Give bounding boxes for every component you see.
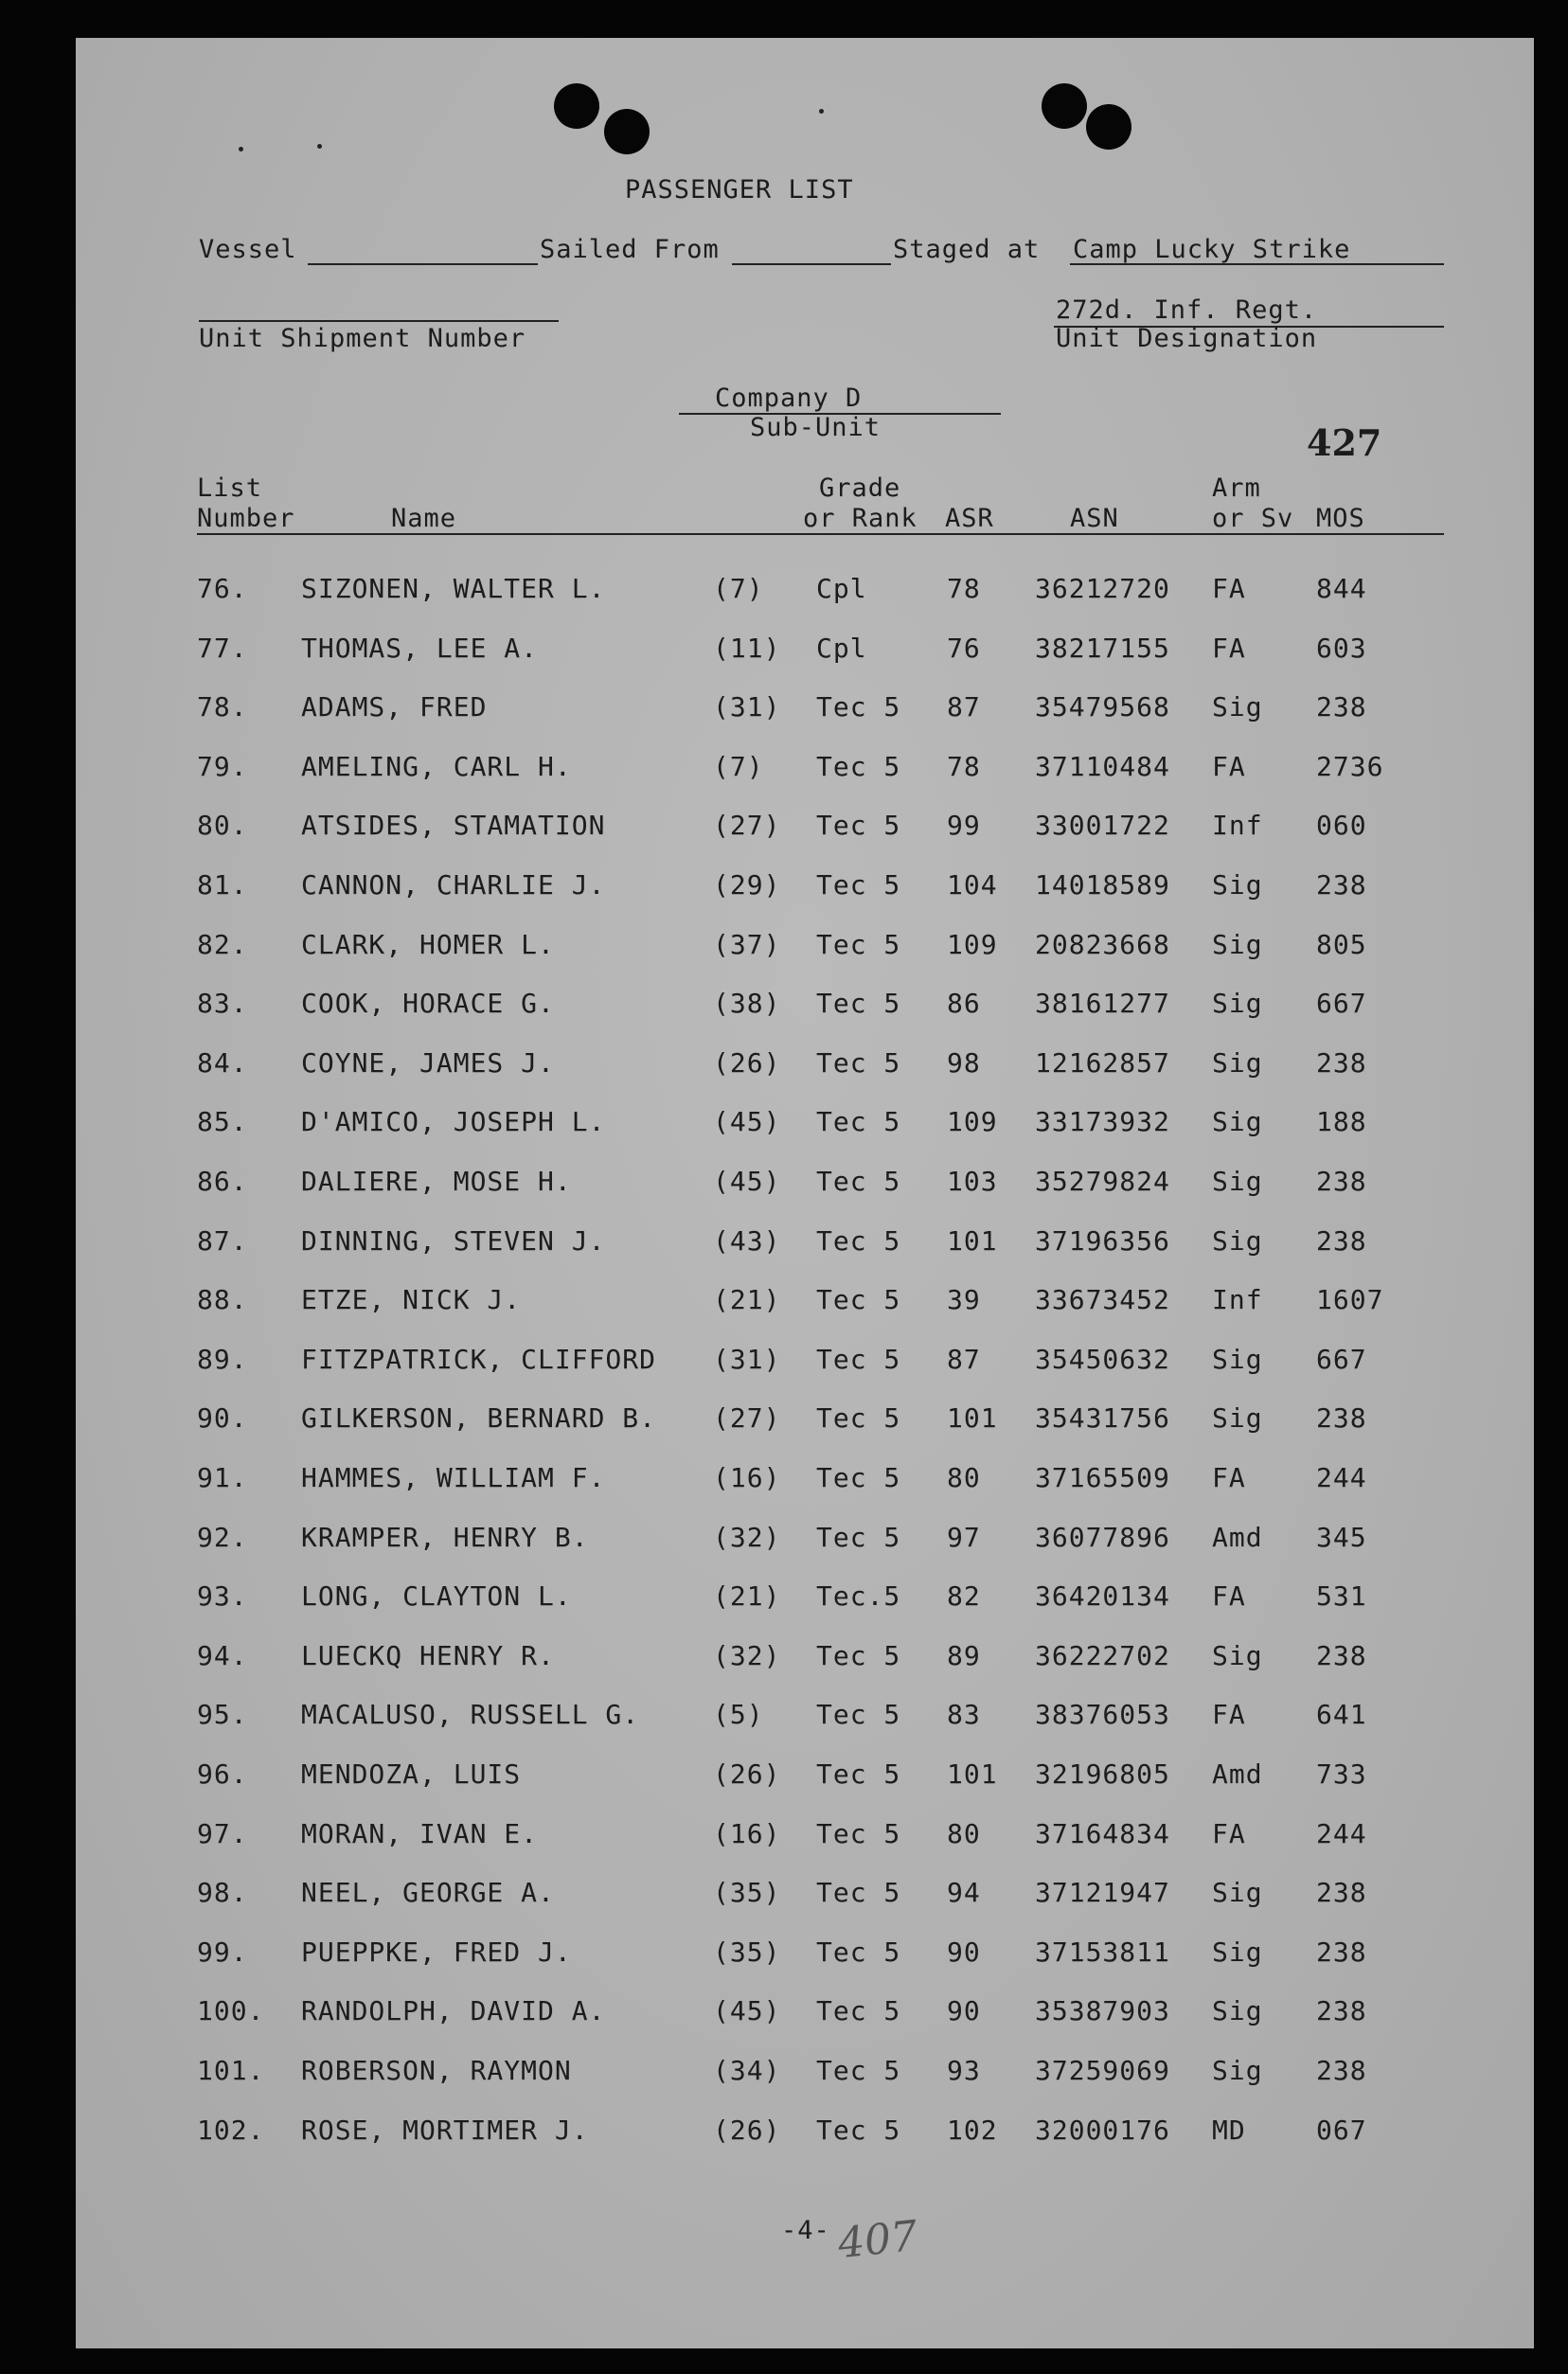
cell-arm: Sig bbox=[1212, 1106, 1263, 1138]
cell-mos: 238 bbox=[1316, 869, 1367, 901]
stamp-number: 427 bbox=[1307, 421, 1382, 464]
punch-hole-icon bbox=[1086, 104, 1131, 150]
cell-list-number: 81. bbox=[197, 869, 248, 901]
cell-asr: 78 bbox=[947, 750, 981, 782]
table-row bbox=[76, 691, 1534, 750]
table-row bbox=[76, 1937, 1534, 1995]
cell-arm: FA bbox=[1212, 1817, 1246, 1849]
cell-code: (31) bbox=[713, 1343, 781, 1375]
cell-mos: 238 bbox=[1316, 691, 1367, 723]
cell-passenger-name: AMELING, CARL H. bbox=[301, 750, 572, 782]
table-row bbox=[76, 633, 1534, 691]
cell-asr: 90 bbox=[947, 1995, 981, 2027]
cell-mos: 667 bbox=[1316, 988, 1367, 1020]
cell-mos: 238 bbox=[1316, 1995, 1367, 2027]
cell-passenger-name: CLARK, HOMER L. bbox=[301, 928, 555, 960]
cell-list-number: 78. bbox=[197, 691, 248, 723]
vessel-field bbox=[308, 263, 538, 265]
sailed-from-field bbox=[732, 263, 891, 265]
table-row bbox=[76, 1580, 1534, 1639]
cell-arm: MD bbox=[1212, 2114, 1246, 2146]
cell-arm: FA bbox=[1212, 1580, 1246, 1613]
cell-asr: 97 bbox=[947, 1521, 981, 1553]
col-header-asr: ASR bbox=[945, 504, 994, 533]
cell-code: (7) bbox=[713, 750, 764, 782]
cell-asn: 37110484 bbox=[1035, 750, 1170, 782]
cell-asn: 14018589 bbox=[1035, 869, 1170, 901]
cell-grade: Tec 5 bbox=[816, 2055, 901, 2086]
cell-mos: 641 bbox=[1316, 1699, 1367, 1731]
cell-list-number: 100. bbox=[197, 1995, 265, 2027]
cell-passenger-name: MENDOZA, LUIS bbox=[301, 1758, 522, 1790]
cell-grade: Tec 5 bbox=[816, 1817, 901, 1849]
cell-passenger-name: COYNE, JAMES J. bbox=[301, 1046, 555, 1079]
cell-asr: 94 bbox=[947, 1877, 981, 1909]
unit-shipment-field bbox=[199, 320, 559, 322]
cell-asr: 101 bbox=[947, 1402, 998, 1435]
cell-asn: 38217155 bbox=[1035, 632, 1170, 664]
staged-at-field bbox=[1070, 263, 1444, 265]
cell-mos: 1607 bbox=[1316, 1284, 1384, 1316]
cell-asn: 36077896 bbox=[1035, 1521, 1170, 1553]
cell-arm: Sig bbox=[1212, 1639, 1263, 1671]
table-row bbox=[76, 1106, 1534, 1165]
cell-mos: 238 bbox=[1316, 1877, 1367, 1909]
cell-arm: Amd bbox=[1212, 1758, 1263, 1790]
cell-mos: 345 bbox=[1316, 1521, 1367, 1553]
cell-list-number: 92. bbox=[197, 1521, 248, 1553]
cell-arm: FA bbox=[1212, 1462, 1246, 1493]
col-header-arm: Arm or Sv bbox=[1212, 473, 1294, 533]
cell-arm: Sig bbox=[1212, 691, 1263, 723]
cell-list-number: 82. bbox=[197, 928, 248, 960]
cell-asr: 109 bbox=[947, 1106, 998, 1138]
table-row bbox=[76, 1344, 1534, 1402]
unit-designation-value: 272d. Inf. Regt. bbox=[1056, 295, 1318, 325]
cell-list-number: 83. bbox=[197, 988, 248, 1020]
cell-mos: 060 bbox=[1316, 810, 1367, 842]
cell-passenger-name: RANDOLPH, DAVID A. bbox=[301, 1995, 606, 2027]
cell-grade: Tec 5 bbox=[816, 1877, 901, 1909]
punch-hole-icon bbox=[554, 83, 599, 129]
cell-arm: Sig bbox=[1212, 928, 1263, 960]
cell-asr: 90 bbox=[947, 1936, 981, 1968]
cell-mos: 188 bbox=[1316, 1106, 1367, 1138]
cell-mos: 2736 bbox=[1316, 750, 1384, 782]
cell-asn: 35450632 bbox=[1035, 1343, 1170, 1375]
header-rule bbox=[197, 533, 1444, 535]
cell-arm: FA bbox=[1212, 573, 1246, 604]
cell-mos: 067 bbox=[1316, 2114, 1367, 2146]
cell-passenger-name: D'AMICO, JOSEPH L. bbox=[301, 1106, 606, 1138]
punch-hole-icon bbox=[1042, 83, 1087, 129]
cell-list-number: 80. bbox=[197, 810, 248, 842]
cell-passenger-name: COOK, HORACE G. bbox=[301, 988, 555, 1020]
cell-passenger-name: CANNON, CHARLIE J. bbox=[301, 869, 606, 901]
cell-passenger-name: NEEL, GEORGE A. bbox=[301, 1877, 555, 1909]
cell-list-number: 101. bbox=[197, 2055, 265, 2086]
col-header-list-number: List Number bbox=[197, 473, 295, 533]
cell-mos: 244 bbox=[1316, 1462, 1367, 1493]
staged-at-label: Staged at bbox=[893, 235, 1041, 264]
cell-asn: 37153811 bbox=[1035, 1936, 1170, 1968]
cell-code: (21) bbox=[713, 1284, 781, 1316]
cell-asn: 37164834 bbox=[1035, 1817, 1170, 1849]
cell-mos: 238 bbox=[1316, 1046, 1367, 1079]
cell-arm: FA bbox=[1212, 1699, 1246, 1731]
cell-asn: 35431756 bbox=[1035, 1402, 1170, 1435]
table-row bbox=[76, 1047, 1534, 1106]
cell-arm: FA bbox=[1212, 632, 1246, 664]
cell-passenger-name: ROBERSON, RAYMON bbox=[301, 2055, 572, 2086]
cell-asr: 103 bbox=[947, 1166, 998, 1197]
cell-grade: Tec.5 bbox=[816, 1580, 901, 1613]
cell-code: (45) bbox=[713, 1995, 781, 2027]
cell-asn: 38376053 bbox=[1035, 1699, 1170, 1731]
cell-mos: 238 bbox=[1316, 2055, 1367, 2086]
cell-mos: 844 bbox=[1316, 573, 1367, 604]
cell-asn: 12162857 bbox=[1035, 1046, 1170, 1079]
cell-list-number: 95. bbox=[197, 1699, 248, 1731]
table-row bbox=[76, 1462, 1534, 1521]
cell-arm: Sig bbox=[1212, 1995, 1263, 2027]
cell-grade: Cpl bbox=[816, 632, 867, 664]
cell-grade: Tec 5 bbox=[816, 1343, 901, 1375]
cell-arm: Sig bbox=[1212, 869, 1263, 901]
punch-hole-icon bbox=[604, 109, 650, 154]
cell-arm: Inf bbox=[1212, 1284, 1263, 1316]
cell-grade: Tec 5 bbox=[816, 1462, 901, 1493]
cell-code: (26) bbox=[713, 2114, 781, 2146]
cell-list-number: 90. bbox=[197, 1402, 248, 1435]
cell-passenger-name: ADAMS, FRED bbox=[301, 691, 488, 723]
cell-asr: 78 bbox=[947, 573, 981, 604]
cell-passenger-name: MORAN, IVAN E. bbox=[301, 1817, 539, 1849]
cell-code: (32) bbox=[713, 1521, 781, 1553]
cell-code: (34) bbox=[713, 2055, 781, 2086]
table-row bbox=[76, 2055, 1534, 2114]
cell-list-number: 94. bbox=[197, 1639, 248, 1671]
cell-arm: Sig bbox=[1212, 1046, 1263, 1079]
cell-asn: 35479568 bbox=[1035, 691, 1170, 723]
unit-designation-label: Unit Designation bbox=[1056, 324, 1318, 353]
cell-arm: Sig bbox=[1212, 1402, 1263, 1435]
cell-arm: Sig bbox=[1212, 1343, 1263, 1375]
cell-mos: 667 bbox=[1316, 1343, 1367, 1375]
cell-mos: 238 bbox=[1316, 1936, 1367, 1968]
cell-mos: 238 bbox=[1316, 1224, 1367, 1257]
cell-arm: Amd bbox=[1212, 1521, 1263, 1553]
table-row bbox=[76, 1402, 1534, 1461]
cell-code: (31) bbox=[713, 691, 781, 723]
cell-grade: Tec 5 bbox=[816, 1284, 901, 1316]
cell-arm: Sig bbox=[1212, 1224, 1263, 1257]
cell-asr: 87 bbox=[947, 691, 981, 723]
cell-asr: 93 bbox=[947, 2055, 981, 2086]
cell-list-number: 76. bbox=[197, 573, 248, 604]
cell-code: (35) bbox=[713, 1877, 781, 1909]
cell-list-number: 96. bbox=[197, 1758, 248, 1790]
cell-grade: Tec 5 bbox=[816, 2114, 901, 2146]
cell-code: (32) bbox=[713, 1639, 781, 1671]
cell-grade: Tec 5 bbox=[816, 1639, 901, 1671]
cell-code: (21) bbox=[713, 1580, 781, 1613]
sub-unit-value: Company D bbox=[715, 384, 863, 413]
cell-grade: Tec 5 bbox=[816, 810, 901, 842]
cell-asn: 32000176 bbox=[1035, 2114, 1170, 2146]
cell-passenger-name: ATSIDES, STAMATION bbox=[301, 810, 606, 842]
cell-list-number: 97. bbox=[197, 1817, 248, 1849]
table-row bbox=[76, 1166, 1534, 1224]
cell-list-number: 86. bbox=[197, 1166, 248, 1197]
cell-asn: 37121947 bbox=[1035, 1877, 1170, 1909]
cell-arm: FA bbox=[1212, 750, 1246, 782]
cell-grade: Tec 5 bbox=[816, 1995, 901, 2027]
cell-asn: 38161277 bbox=[1035, 988, 1170, 1020]
cell-passenger-name: THOMAS, LEE A. bbox=[301, 632, 539, 664]
cell-asn: 33673452 bbox=[1035, 1284, 1170, 1316]
cell-grade: Tec 5 bbox=[816, 928, 901, 960]
cell-list-number: 84. bbox=[197, 1046, 248, 1079]
cell-code: (11) bbox=[713, 632, 781, 664]
cell-code: (45) bbox=[713, 1166, 781, 1197]
cell-arm: Sig bbox=[1212, 1877, 1263, 1909]
cell-arm: Sig bbox=[1212, 1166, 1263, 1197]
cell-grade: Tec 5 bbox=[816, 1046, 901, 1079]
cell-passenger-name: DALIERE, MOSE H. bbox=[301, 1166, 572, 1197]
cell-mos: 238 bbox=[1316, 1402, 1367, 1435]
cell-mos: 733 bbox=[1316, 1758, 1367, 1790]
cell-code: (37) bbox=[713, 928, 781, 960]
cell-asn: 37259069 bbox=[1035, 2055, 1170, 2086]
cell-asn: 37196356 bbox=[1035, 1224, 1170, 1257]
handwritten-number: 407 bbox=[835, 2211, 920, 2269]
table-row bbox=[76, 810, 1534, 868]
cell-asn: 32196805 bbox=[1035, 1758, 1170, 1790]
table-row bbox=[76, 1284, 1534, 1343]
cell-code: (27) bbox=[713, 810, 781, 842]
cell-asn: 37165509 bbox=[1035, 1462, 1170, 1493]
cell-code: (29) bbox=[713, 869, 781, 901]
cell-passenger-name: KRAMPER, HENRY B. bbox=[301, 1521, 589, 1553]
cell-list-number: 88. bbox=[197, 1284, 248, 1316]
table-row bbox=[76, 1225, 1534, 1284]
cell-asr: 87 bbox=[947, 1343, 981, 1375]
cell-asn: 20823668 bbox=[1035, 928, 1170, 960]
page-marker: -4- bbox=[781, 2216, 830, 2245]
cell-grade: Tec 5 bbox=[816, 1521, 901, 1553]
cell-asr: 101 bbox=[947, 1224, 998, 1257]
cell-list-number: 89. bbox=[197, 1343, 248, 1375]
cell-asn: 35387903 bbox=[1035, 1995, 1170, 2027]
cell-code: (16) bbox=[713, 1817, 781, 1849]
cell-grade: Tec 5 bbox=[816, 1224, 901, 1257]
cell-asr: 82 bbox=[947, 1580, 981, 1613]
cell-list-number: 85. bbox=[197, 1106, 248, 1138]
cell-grade: Tec 5 bbox=[816, 1936, 901, 1968]
table-row bbox=[76, 1699, 1534, 1758]
cell-passenger-name: ETZE, NICK J. bbox=[301, 1284, 522, 1316]
col-header-asn: ASN bbox=[1070, 504, 1119, 533]
cell-passenger-name: DINNING, STEVEN J. bbox=[301, 1224, 606, 1257]
cell-grade: Cpl bbox=[816, 573, 867, 604]
cell-list-number: 77. bbox=[197, 632, 248, 664]
cell-asr: 86 bbox=[947, 988, 981, 1020]
table-row bbox=[76, 1818, 1534, 1877]
cell-grade: Tec 5 bbox=[816, 691, 901, 723]
col-header-mos: MOS bbox=[1316, 504, 1365, 533]
cell-list-number: 87. bbox=[197, 1224, 248, 1257]
cell-asr: 89 bbox=[947, 1639, 981, 1671]
cell-asr: 80 bbox=[947, 1462, 981, 1493]
table-row bbox=[76, 751, 1534, 810]
table-row bbox=[76, 929, 1534, 988]
cell-code: (43) bbox=[713, 1224, 781, 1257]
table-row bbox=[76, 1758, 1534, 1817]
cell-list-number: 91. bbox=[197, 1462, 248, 1493]
cell-mos: 238 bbox=[1316, 1639, 1367, 1671]
cell-mos: 238 bbox=[1316, 1166, 1367, 1197]
table-row bbox=[76, 1877, 1534, 1936]
page-title: PASSENGER LIST bbox=[625, 175, 854, 205]
cell-asr: 109 bbox=[947, 928, 998, 960]
document-page bbox=[76, 38, 1534, 2348]
cell-asr: 104 bbox=[947, 869, 998, 901]
cell-arm: Sig bbox=[1212, 988, 1263, 1020]
cell-asn: 36212720 bbox=[1035, 573, 1170, 604]
cell-passenger-name: LUECKQ HENRY R. bbox=[301, 1639, 555, 1671]
cell-code: (26) bbox=[713, 1758, 781, 1790]
sub-unit-label: Sub-Unit bbox=[750, 413, 882, 442]
cell-code: (7) bbox=[713, 573, 764, 604]
cell-mos: 603 bbox=[1316, 632, 1367, 664]
table-row bbox=[76, 1522, 1534, 1580]
cell-passenger-name: ROSE, MORTIMER J. bbox=[301, 2114, 589, 2146]
cell-passenger-name: MACALUSO, RUSSELL G. bbox=[301, 1699, 640, 1731]
cell-asr: 83 bbox=[947, 1699, 981, 1731]
cell-asn: 36222702 bbox=[1035, 1639, 1170, 1671]
cell-list-number: 93. bbox=[197, 1580, 248, 1613]
speck-mark bbox=[317, 144, 322, 149]
cell-asr: 39 bbox=[947, 1284, 981, 1316]
table-row bbox=[76, 988, 1534, 1046]
cell-asn: 33001722 bbox=[1035, 810, 1170, 842]
vessel-label: Vessel bbox=[199, 235, 297, 264]
table-row bbox=[76, 573, 1534, 632]
sailed-from-label: Sailed From bbox=[540, 235, 720, 264]
cell-passenger-name: LONG, CLAYTON L. bbox=[301, 1580, 572, 1613]
cell-grade: Tec 5 bbox=[816, 988, 901, 1020]
cell-code: (16) bbox=[713, 1462, 781, 1493]
cell-code: (26) bbox=[713, 1046, 781, 1079]
cell-grade: Tec 5 bbox=[816, 1402, 901, 1435]
speck-mark bbox=[239, 147, 243, 152]
cell-list-number: 99. bbox=[197, 1936, 248, 1968]
cell-grade: Tec 5 bbox=[816, 1166, 901, 1197]
cell-grade: Tec 5 bbox=[816, 1758, 901, 1790]
cell-asr: 76 bbox=[947, 632, 981, 664]
table-row bbox=[76, 869, 1534, 928]
cell-asr: 101 bbox=[947, 1758, 998, 1790]
staged-at-value: Camp Lucky Strike bbox=[1073, 235, 1351, 264]
cell-asr: 102 bbox=[947, 2114, 998, 2146]
cell-passenger-name: SIZONEN, WALTER L. bbox=[301, 573, 606, 604]
cell-asn: 33173932 bbox=[1035, 1106, 1170, 1138]
cell-grade: Tec 5 bbox=[816, 869, 901, 901]
table-row bbox=[76, 2115, 1534, 2173]
table-row bbox=[76, 1995, 1534, 2054]
cell-mos: 531 bbox=[1316, 1580, 1367, 1613]
cell-arm: Sig bbox=[1212, 2055, 1263, 2086]
cell-list-number: 98. bbox=[197, 1877, 248, 1909]
cell-asn: 36420134 bbox=[1035, 1580, 1170, 1613]
cell-asn: 35279824 bbox=[1035, 1166, 1170, 1197]
cell-list-number: 102. bbox=[197, 2114, 265, 2146]
table-row bbox=[76, 1640, 1534, 1699]
cell-code: (45) bbox=[713, 1106, 781, 1138]
cell-arm: Sig bbox=[1212, 1936, 1263, 1968]
col-header-grade: Grade or Rank bbox=[803, 473, 918, 533]
cell-grade: Tec 5 bbox=[816, 1106, 901, 1138]
cell-mos: 244 bbox=[1316, 1817, 1367, 1849]
cell-code: (38) bbox=[713, 988, 781, 1020]
cell-passenger-name: GILKERSON, BERNARD B. bbox=[301, 1402, 657, 1435]
cell-grade: Tec 5 bbox=[816, 1699, 901, 1731]
cell-list-number: 79. bbox=[197, 750, 248, 782]
speck-mark bbox=[819, 109, 824, 114]
cell-passenger-name: HAMMES, WILLIAM F. bbox=[301, 1462, 606, 1493]
cell-code: (27) bbox=[713, 1402, 781, 1435]
cell-asr: 98 bbox=[947, 1046, 981, 1079]
cell-asr: 99 bbox=[947, 810, 981, 842]
unit-shipment-label: Unit Shipment Number bbox=[199, 324, 526, 353]
cell-code: (35) bbox=[713, 1936, 781, 1968]
cell-code: (5) bbox=[713, 1699, 764, 1731]
cell-grade: Tec 5 bbox=[816, 750, 901, 782]
cell-passenger-name: PUEPPKE, FRED J. bbox=[301, 1936, 572, 1968]
cell-arm: Inf bbox=[1212, 810, 1263, 842]
col-header-name: Name bbox=[391, 504, 457, 533]
cell-asr: 80 bbox=[947, 1817, 981, 1849]
cell-mos: 805 bbox=[1316, 928, 1367, 960]
cell-passenger-name: FITZPATRICK, CLIFFORD bbox=[301, 1343, 657, 1375]
